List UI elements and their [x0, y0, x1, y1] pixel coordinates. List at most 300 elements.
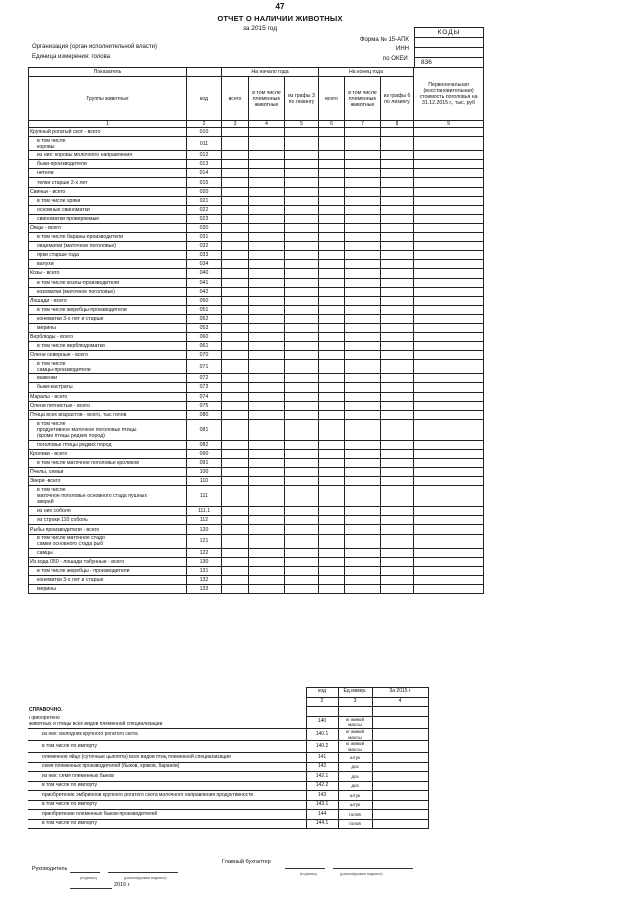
value-cell[interactable] — [222, 128, 249, 137]
value-cell[interactable] — [345, 269, 381, 278]
value-cell[interactable] — [285, 242, 319, 251]
value-cell[interactable] — [319, 137, 345, 151]
value-cell[interactable] — [285, 151, 319, 160]
value-cell[interactable] — [414, 205, 484, 214]
value-cell[interactable] — [319, 160, 345, 169]
value-cell[interactable] — [345, 507, 381, 516]
value-cell[interactable] — [319, 251, 345, 260]
value-cell[interactable] — [285, 333, 319, 342]
value-cell[interactable] — [222, 342, 249, 351]
value-cell[interactable] — [381, 525, 414, 534]
value-cell[interactable] — [381, 392, 414, 401]
value-cell[interactable] — [285, 223, 319, 232]
value-cell[interactable] — [381, 419, 414, 440]
value-cell[interactable] — [249, 178, 285, 187]
value-cell[interactable] — [249, 278, 285, 287]
value-cell[interactable] — [345, 296, 381, 305]
value-cell[interactable] — [414, 468, 484, 477]
value-cell[interactable] — [414, 360, 484, 374]
value-cell[interactable] — [285, 419, 319, 440]
value-cell[interactable] — [381, 575, 414, 584]
value-cell[interactable] — [345, 534, 381, 548]
value-cell[interactable] — [345, 178, 381, 187]
value-cell[interactable] — [249, 516, 285, 525]
value-cell[interactable] — [381, 137, 414, 151]
value-cell[interactable] — [414, 342, 484, 351]
value-cell[interactable] — [381, 287, 414, 296]
value-cell[interactable] — [414, 169, 484, 178]
value-cell[interactable] — [222, 314, 249, 323]
value-cell[interactable] — [285, 392, 319, 401]
value-cell[interactable] — [319, 187, 345, 196]
value-cell[interactable] — [345, 278, 381, 287]
value-cell[interactable] — [319, 525, 345, 534]
value-cell[interactable] — [249, 296, 285, 305]
value-cell[interactable] — [249, 468, 285, 477]
value-cell[interactable] — [285, 205, 319, 214]
value-cell[interactable] — [285, 351, 319, 360]
value-cell[interactable] — [381, 449, 414, 458]
value-cell[interactable] — [285, 440, 319, 449]
value-cell[interactable] — [319, 410, 345, 419]
value-cell[interactable] — [249, 534, 285, 548]
value-cell[interactable] — [319, 534, 345, 548]
value-cell[interactable] — [249, 557, 285, 566]
value-cell[interactable] — [249, 548, 285, 557]
ref-value-cell[interactable] — [372, 791, 428, 801]
value-cell[interactable] — [381, 214, 414, 223]
ref-value-cell[interactable] — [372, 741, 428, 753]
value-cell[interactable] — [285, 251, 319, 260]
ref-value-cell[interactable] — [372, 800, 428, 810]
value-cell[interactable] — [414, 178, 484, 187]
value-cell[interactable] — [222, 410, 249, 419]
value-cell[interactable] — [285, 548, 319, 557]
value-cell[interactable] — [222, 251, 249, 260]
ref-value-cell[interactable] — [372, 819, 428, 829]
value-cell[interactable] — [222, 440, 249, 449]
value-cell[interactable] — [319, 128, 345, 137]
value-cell[interactable] — [381, 223, 414, 232]
value-cell[interactable] — [381, 351, 414, 360]
value-cell[interactable] — [381, 242, 414, 251]
value-cell[interactable] — [414, 187, 484, 196]
value-cell[interactable] — [414, 548, 484, 557]
ref-value-cell[interactable] — [372, 781, 428, 791]
value-cell[interactable] — [414, 214, 484, 223]
value-cell[interactable] — [319, 477, 345, 486]
value-cell[interactable] — [345, 196, 381, 205]
value-cell[interactable] — [345, 187, 381, 196]
value-cell[interactable] — [381, 178, 414, 187]
value-cell[interactable] — [381, 374, 414, 383]
value-cell[interactable] — [285, 360, 319, 374]
value-cell[interactable] — [249, 440, 285, 449]
value-cell[interactable] — [414, 383, 484, 392]
value-cell[interactable] — [414, 305, 484, 314]
value-cell[interactable] — [345, 160, 381, 169]
value-cell[interactable] — [249, 242, 285, 251]
value-cell[interactable] — [381, 305, 414, 314]
value-cell[interactable] — [285, 169, 319, 178]
value-cell[interactable] — [222, 333, 249, 342]
value-cell[interactable] — [319, 392, 345, 401]
value-cell[interactable] — [414, 196, 484, 205]
value-cell[interactable] — [319, 196, 345, 205]
value-cell[interactable] — [381, 187, 414, 196]
value-cell[interactable] — [414, 557, 484, 566]
value-cell[interactable] — [285, 575, 319, 584]
value-cell[interactable] — [285, 287, 319, 296]
value-cell[interactable] — [249, 383, 285, 392]
value-cell[interactable] — [319, 151, 345, 160]
value-cell[interactable] — [222, 178, 249, 187]
value-cell[interactable] — [345, 314, 381, 323]
value-cell[interactable] — [222, 169, 249, 178]
value-cell[interactable] — [222, 260, 249, 269]
value-cell[interactable] — [222, 525, 249, 534]
value-cell[interactable] — [249, 151, 285, 160]
value-cell[interactable] — [249, 169, 285, 178]
value-cell[interactable] — [319, 584, 345, 593]
value-cell[interactable] — [381, 160, 414, 169]
value-cell[interactable] — [414, 419, 484, 440]
value-cell[interactable] — [381, 360, 414, 374]
value-cell[interactable] — [345, 287, 381, 296]
value-cell[interactable] — [345, 323, 381, 332]
value-cell[interactable] — [381, 205, 414, 214]
ref-value-cell[interactable] — [372, 762, 428, 772]
value-cell[interactable] — [319, 575, 345, 584]
value-cell[interactable] — [345, 440, 381, 449]
value-cell[interactable] — [285, 566, 319, 575]
value-cell[interactable] — [345, 251, 381, 260]
value-cell[interactable] — [249, 287, 285, 296]
value-cell[interactable] — [285, 477, 319, 486]
value-cell[interactable] — [345, 477, 381, 486]
value-cell[interactable] — [285, 374, 319, 383]
value-cell[interactable] — [285, 516, 319, 525]
value-cell[interactable] — [381, 468, 414, 477]
value-cell[interactable] — [381, 548, 414, 557]
value-cell[interactable] — [319, 351, 345, 360]
value-cell[interactable] — [319, 516, 345, 525]
value-cell[interactable] — [222, 575, 249, 584]
value-cell[interactable] — [222, 205, 249, 214]
value-cell[interactable] — [414, 507, 484, 516]
value-cell[interactable] — [285, 459, 319, 468]
value-cell[interactable] — [249, 419, 285, 440]
value-cell[interactable] — [285, 449, 319, 458]
value-cell[interactable] — [414, 128, 484, 137]
value-cell[interactable] — [345, 486, 381, 507]
value-cell[interactable] — [381, 251, 414, 260]
value-cell[interactable] — [222, 584, 249, 593]
value-cell[interactable] — [249, 323, 285, 332]
value-cell[interactable] — [345, 351, 381, 360]
value-cell[interactable] — [414, 566, 484, 575]
value-cell[interactable] — [249, 205, 285, 214]
value-cell[interactable] — [285, 401, 319, 410]
form-code-cell[interactable] — [415, 38, 484, 48]
value-cell[interactable] — [222, 507, 249, 516]
value-cell[interactable] — [414, 575, 484, 584]
value-cell[interactable] — [345, 566, 381, 575]
value-cell[interactable] — [319, 401, 345, 410]
value-cell[interactable] — [345, 548, 381, 557]
value-cell[interactable] — [345, 305, 381, 314]
value-cell[interactable] — [381, 401, 414, 410]
value-cell[interactable] — [222, 566, 249, 575]
value-cell[interactable] — [222, 269, 249, 278]
value-cell[interactable] — [345, 401, 381, 410]
value-cell[interactable] — [381, 459, 414, 468]
value-cell[interactable] — [222, 459, 249, 468]
value-cell[interactable] — [222, 477, 249, 486]
value-cell[interactable] — [414, 410, 484, 419]
value-cell[interactable] — [319, 360, 345, 374]
value-cell[interactable] — [319, 333, 345, 342]
value-cell[interactable] — [222, 242, 249, 251]
value-cell[interactable] — [319, 287, 345, 296]
value-cell[interactable] — [345, 449, 381, 458]
value-cell[interactable] — [345, 169, 381, 178]
value-cell[interactable] — [222, 383, 249, 392]
value-cell[interactable] — [414, 351, 484, 360]
value-cell[interactable] — [345, 360, 381, 374]
value-cell[interactable] — [222, 278, 249, 287]
value-cell[interactable] — [414, 151, 484, 160]
value-cell[interactable] — [249, 269, 285, 278]
value-cell[interactable] — [381, 260, 414, 269]
value-cell[interactable] — [414, 525, 484, 534]
value-cell[interactable] — [345, 233, 381, 242]
value-cell[interactable] — [249, 410, 285, 419]
value-cell[interactable] — [249, 584, 285, 593]
value-cell[interactable] — [345, 205, 381, 214]
value-cell[interactable] — [345, 410, 381, 419]
value-cell[interactable] — [249, 342, 285, 351]
value-cell[interactable] — [381, 342, 414, 351]
value-cell[interactable] — [414, 333, 484, 342]
value-cell[interactable] — [345, 419, 381, 440]
value-cell[interactable] — [381, 278, 414, 287]
value-cell[interactable] — [285, 260, 319, 269]
value-cell[interactable] — [345, 516, 381, 525]
value-cell[interactable] — [249, 566, 285, 575]
value-cell[interactable] — [249, 525, 285, 534]
value-cell[interactable] — [381, 151, 414, 160]
value-cell[interactable] — [319, 468, 345, 477]
value-cell[interactable] — [249, 507, 285, 516]
value-cell[interactable] — [381, 383, 414, 392]
ref-value-cell[interactable] — [372, 753, 428, 763]
value-cell[interactable] — [285, 525, 319, 534]
value-cell[interactable] — [381, 486, 414, 507]
value-cell[interactable] — [345, 459, 381, 468]
value-cell[interactable] — [249, 351, 285, 360]
value-cell[interactable] — [381, 557, 414, 566]
value-cell[interactable] — [381, 477, 414, 486]
value-cell[interactable] — [319, 269, 345, 278]
value-cell[interactable] — [414, 486, 484, 507]
value-cell[interactable] — [222, 296, 249, 305]
value-cell[interactable] — [222, 516, 249, 525]
value-cell[interactable] — [222, 305, 249, 314]
value-cell[interactable] — [222, 360, 249, 374]
value-cell[interactable] — [285, 314, 319, 323]
value-cell[interactable] — [222, 187, 249, 196]
value-cell[interactable] — [222, 419, 249, 440]
value-cell[interactable] — [319, 278, 345, 287]
value-cell[interactable] — [249, 449, 285, 458]
value-cell[interactable] — [222, 557, 249, 566]
value-cell[interactable] — [222, 374, 249, 383]
value-cell[interactable] — [249, 160, 285, 169]
value-cell[interactable] — [249, 314, 285, 323]
value-cell[interactable] — [222, 214, 249, 223]
value-cell[interactable] — [414, 477, 484, 486]
value-cell[interactable] — [345, 468, 381, 477]
value-cell[interactable] — [249, 392, 285, 401]
value-cell[interactable] — [285, 486, 319, 507]
value-cell[interactable] — [249, 128, 285, 137]
value-cell[interactable] — [319, 242, 345, 251]
value-cell[interactable] — [381, 269, 414, 278]
value-cell[interactable] — [319, 449, 345, 458]
value-cell[interactable] — [414, 449, 484, 458]
value-cell[interactable] — [222, 137, 249, 151]
value-cell[interactable] — [345, 383, 381, 392]
value-cell[interactable] — [414, 278, 484, 287]
value-cell[interactable] — [345, 128, 381, 137]
value-cell[interactable] — [319, 296, 345, 305]
value-cell[interactable] — [222, 233, 249, 242]
value-cell[interactable] — [381, 507, 414, 516]
value-cell[interactable] — [285, 557, 319, 566]
value-cell[interactable] — [414, 392, 484, 401]
value-cell[interactable] — [319, 205, 345, 214]
value-cell[interactable] — [414, 401, 484, 410]
value-cell[interactable] — [249, 333, 285, 342]
value-cell[interactable] — [249, 196, 285, 205]
value-cell[interactable] — [222, 196, 249, 205]
ref-value-cell[interactable] — [372, 772, 428, 782]
value-cell[interactable] — [249, 251, 285, 260]
value-cell[interactable] — [414, 440, 484, 449]
value-cell[interactable] — [345, 260, 381, 269]
inn-cell[interactable] — [415, 48, 484, 58]
value-cell[interactable] — [381, 196, 414, 205]
value-cell[interactable] — [285, 128, 319, 137]
value-cell[interactable] — [345, 333, 381, 342]
value-cell[interactable] — [345, 525, 381, 534]
value-cell[interactable] — [285, 278, 319, 287]
value-cell[interactable] — [319, 260, 345, 269]
value-cell[interactable] — [319, 323, 345, 332]
value-cell[interactable] — [345, 137, 381, 151]
value-cell[interactable] — [414, 374, 484, 383]
value-cell[interactable] — [249, 374, 285, 383]
value-cell[interactable] — [414, 251, 484, 260]
value-cell[interactable] — [222, 534, 249, 548]
value-cell[interactable] — [319, 223, 345, 232]
value-cell[interactable] — [285, 160, 319, 169]
value-cell[interactable] — [285, 410, 319, 419]
value-cell[interactable] — [249, 360, 285, 374]
value-cell[interactable] — [381, 296, 414, 305]
value-cell[interactable] — [345, 214, 381, 223]
value-cell[interactable] — [319, 419, 345, 440]
value-cell[interactable] — [414, 260, 484, 269]
value-cell[interactable] — [414, 516, 484, 525]
value-cell[interactable] — [381, 169, 414, 178]
value-cell[interactable] — [285, 214, 319, 223]
value-cell[interactable] — [222, 401, 249, 410]
value-cell[interactable] — [249, 214, 285, 223]
value-cell[interactable] — [414, 137, 484, 151]
value-cell[interactable] — [414, 584, 484, 593]
value-cell[interactable] — [319, 178, 345, 187]
value-cell[interactable] — [222, 351, 249, 360]
value-cell[interactable] — [319, 566, 345, 575]
value-cell[interactable] — [285, 178, 319, 187]
value-cell[interactable] — [319, 169, 345, 178]
value-cell[interactable] — [381, 566, 414, 575]
value-cell[interactable] — [285, 233, 319, 242]
value-cell[interactable] — [381, 128, 414, 137]
value-cell[interactable] — [414, 233, 484, 242]
value-cell[interactable] — [414, 242, 484, 251]
value-cell[interactable] — [381, 516, 414, 525]
value-cell[interactable] — [319, 214, 345, 223]
value-cell[interactable] — [319, 374, 345, 383]
value-cell[interactable] — [249, 187, 285, 196]
value-cell[interactable] — [285, 187, 319, 196]
value-cell[interactable] — [222, 287, 249, 296]
value-cell[interactable] — [381, 584, 414, 593]
value-cell[interactable] — [319, 314, 345, 323]
value-cell[interactable] — [345, 392, 381, 401]
value-cell[interactable] — [381, 333, 414, 342]
value-cell[interactable] — [319, 383, 345, 392]
value-cell[interactable] — [285, 507, 319, 516]
value-cell[interactable] — [222, 151, 249, 160]
value-cell[interactable] — [285, 305, 319, 314]
value-cell[interactable] — [285, 196, 319, 205]
value-cell[interactable] — [319, 342, 345, 351]
value-cell[interactable] — [319, 233, 345, 242]
value-cell[interactable] — [249, 575, 285, 584]
value-cell[interactable] — [222, 468, 249, 477]
value-cell[interactable] — [285, 323, 319, 332]
value-cell[interactable] — [249, 137, 285, 151]
value-cell[interactable] — [285, 534, 319, 548]
value-cell[interactable] — [381, 440, 414, 449]
value-cell[interactable] — [345, 557, 381, 566]
ref-value-cell[interactable] — [372, 810, 428, 820]
value-cell[interactable] — [414, 314, 484, 323]
value-cell[interactable] — [249, 477, 285, 486]
value-cell[interactable] — [249, 223, 285, 232]
value-cell[interactable] — [414, 160, 484, 169]
value-cell[interactable] — [345, 223, 381, 232]
value-cell[interactable] — [319, 305, 345, 314]
value-cell[interactable] — [381, 233, 414, 242]
value-cell[interactable] — [285, 383, 319, 392]
value-cell[interactable] — [381, 534, 414, 548]
value-cell[interactable] — [285, 468, 319, 477]
